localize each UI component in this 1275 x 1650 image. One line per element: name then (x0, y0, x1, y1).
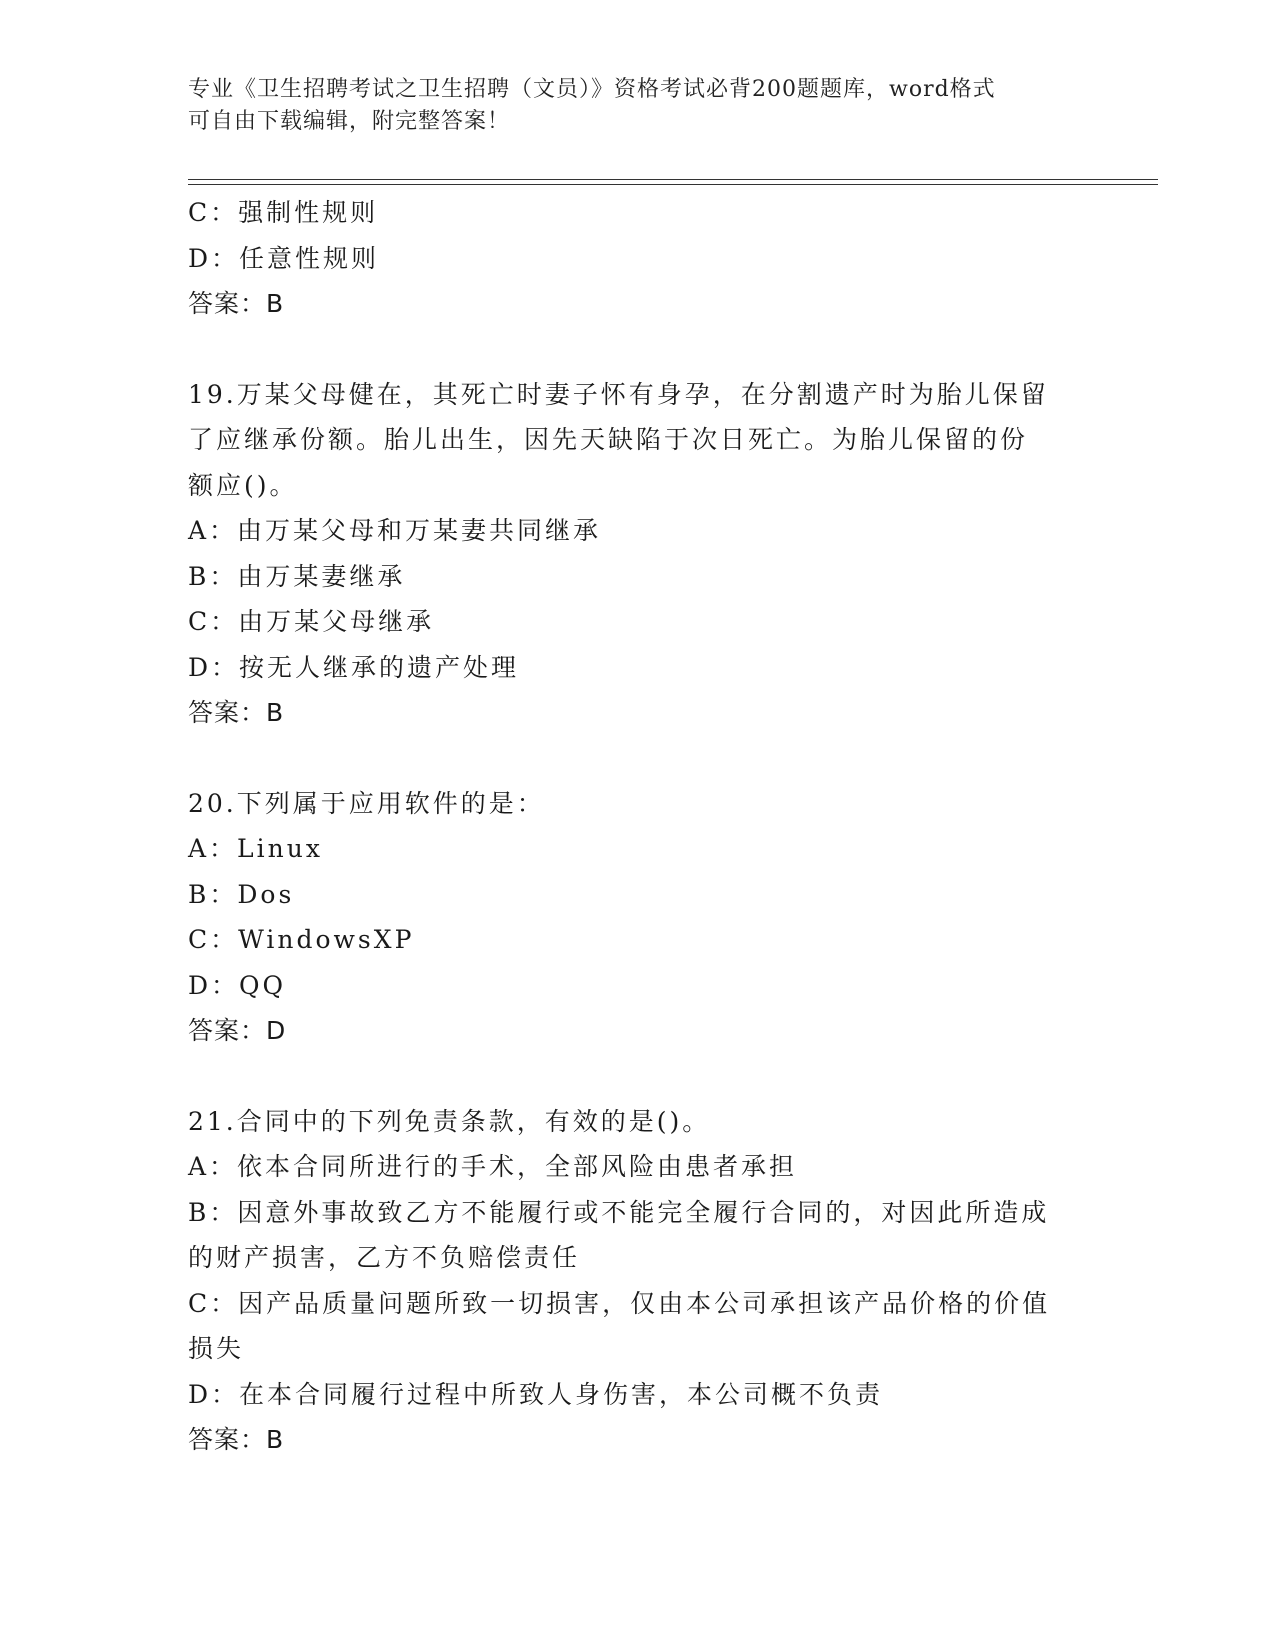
option-d: D：按无人继承的遗产处理 (188, 652, 520, 682)
question-stem-line-3: 额应()。 (188, 470, 298, 500)
question-stem-line-1: 21.合同中的下列免责条款，有效的是()。 (188, 1106, 711, 1136)
header-title-line-1: 专业《卫生招聘考试之卫生招聘（文员）》资格考试必背200题题库，word格式 (188, 77, 996, 102)
option-a: A：Linux (188, 834, 323, 863)
question-21 (188, 1099, 1088, 1463)
header-title-line-2: 可自由下载编辑，附完整答案！ (188, 109, 511, 134)
option-b-line-1: B：因意外事故致乙方不能履行或不能完全履行合同的，对因此所造成 (188, 1197, 1050, 1227)
option-d: D：QQ (188, 970, 287, 1000)
answer: 答案：B (188, 698, 285, 727)
option-c: C：强制性规则 (188, 198, 379, 227)
document-header (188, 74, 1088, 138)
question-stem-line-1: 19.万某父母健在，其死亡时妻子怀有身孕，在分割遗产时为胎儿保留 (188, 379, 1049, 409)
question-19 (188, 372, 1088, 736)
spacer (188, 327, 1088, 372)
question-content (188, 190, 1088, 1463)
option-a: A：由万某父母和万某妻共同继承 (188, 516, 602, 545)
answer: 答案：B (188, 1425, 285, 1454)
option-b: B：由万某妻继承 (188, 561, 406, 591)
option-d: D：在本合同履行过程中所致人身伤害，本公司概不负责 (188, 1379, 884, 1409)
question-stem-line-1: 20.下列属于应用软件的是： (188, 788, 545, 818)
answer: 答案：B (188, 289, 285, 318)
option-d: D：任意性规则 (188, 243, 380, 273)
spacer (188, 736, 1088, 781)
option-c-line-1: C：因产品质量问题所致一切损害，仅由本公司承担该产品价格的价值 (188, 1288, 1051, 1318)
option-a: A：依本合同所进行的手术，全部风险由患者承担 (188, 1152, 798, 1181)
spacer (188, 1054, 1088, 1099)
answer: 答案：D (188, 1016, 287, 1045)
option-c-line-2: 损失 (188, 1334, 245, 1363)
option-c: C：WindowsXP (188, 925, 415, 954)
header-divider (188, 179, 1158, 185)
question-18-continued (188, 190, 1088, 327)
option-b: B：Dos (188, 879, 295, 909)
option-b-line-2: 的财产损害，乙方不负赔偿责任 (188, 1243, 581, 1272)
question-20 (188, 781, 1088, 1054)
question-stem-line-2: 了应继承份额。胎儿出生，因先天缺陷于次日死亡。为胎儿保留的份 (188, 425, 1029, 454)
option-c: C：由万某父母继承 (188, 607, 435, 636)
